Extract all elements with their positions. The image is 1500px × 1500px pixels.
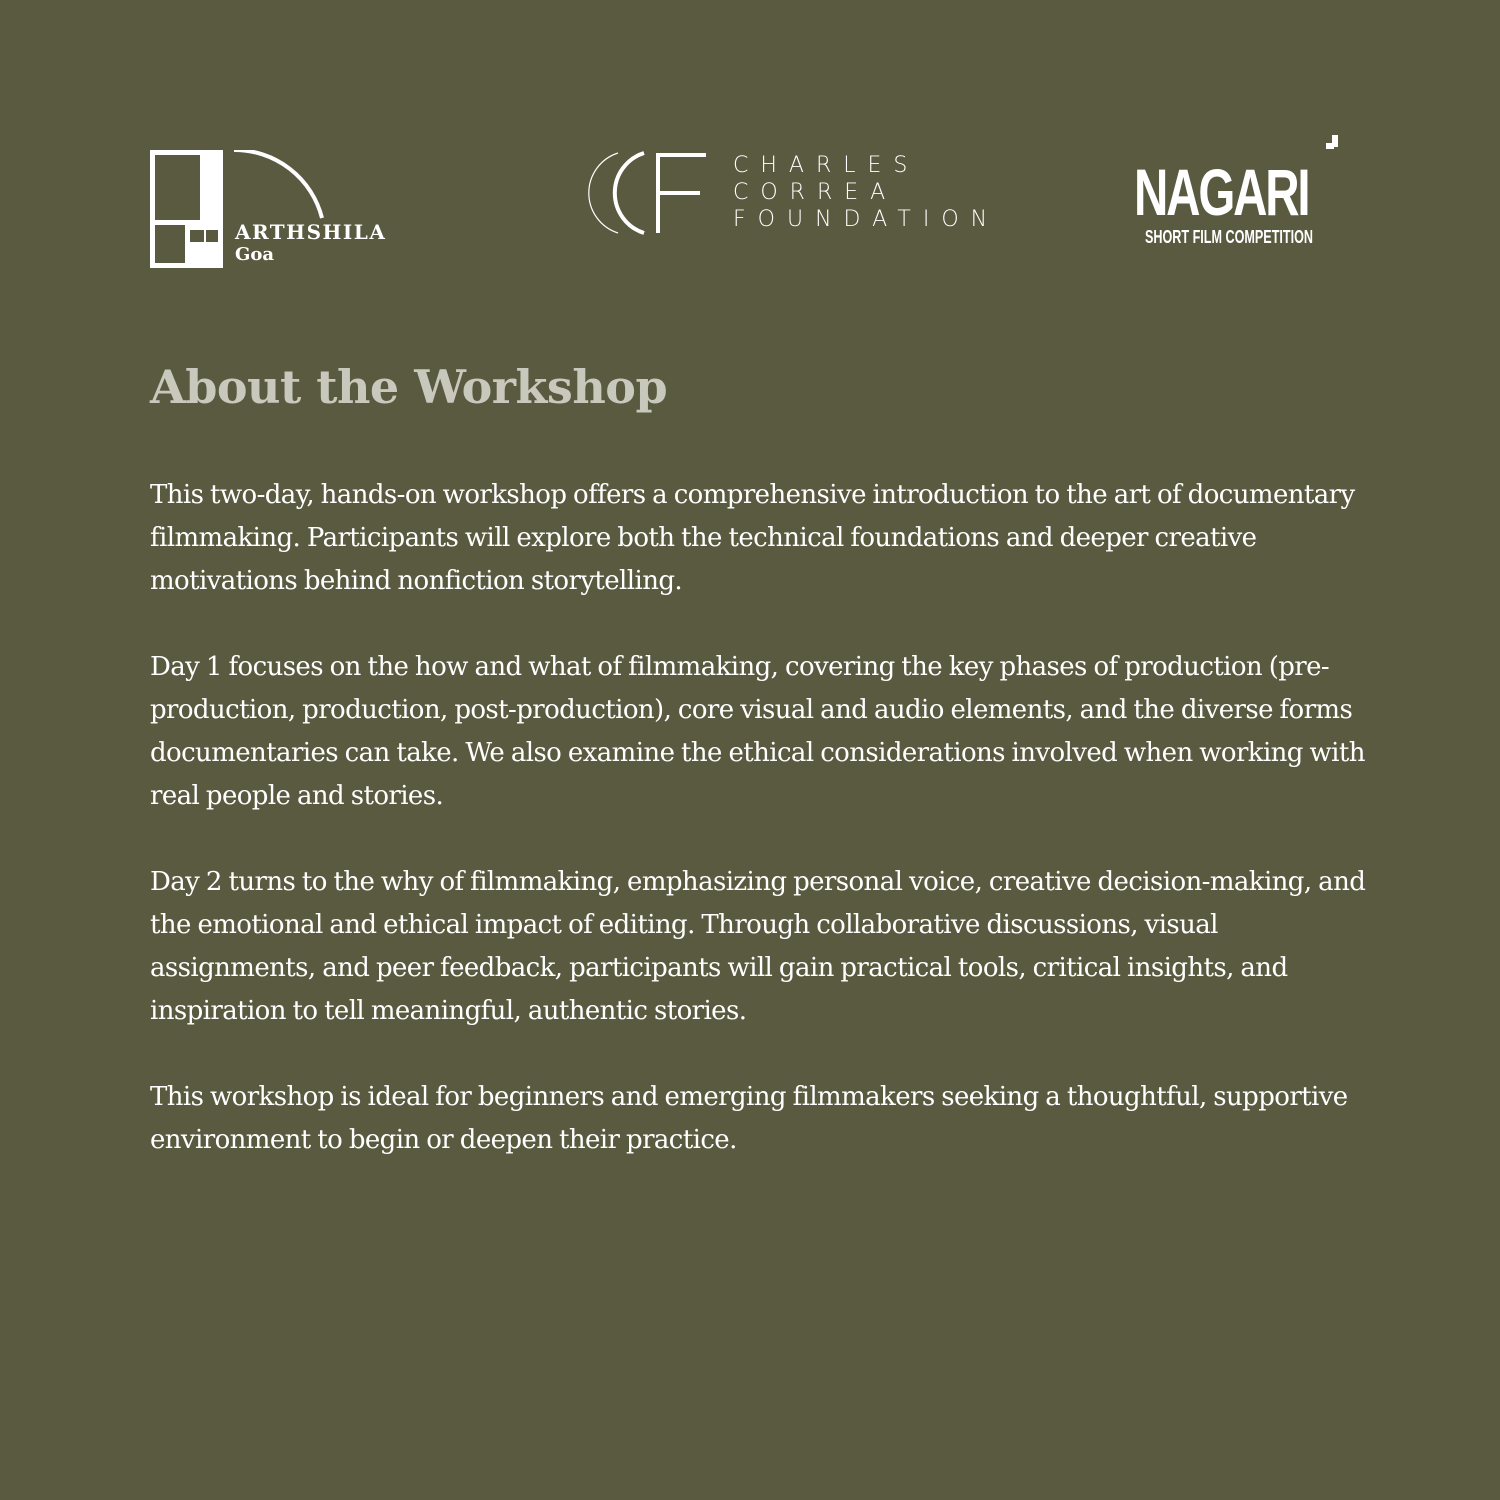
ccf-line-3: FOUNDATION — [733, 207, 1000, 232]
logo-bar — [0, 130, 1500, 280]
ccf-line-2: CORREA — [733, 180, 898, 205]
nagari-flag-icon — [1326, 135, 1340, 175]
arthshila-city: Goa — [235, 244, 275, 265]
ccf-logo — [578, 150, 1000, 240]
paragraph-intro: This two-day, hands-on workshop offers a comprehensive introduction to the art of documentary filmmaking. Participants will explore both the technical foundations and deeper creative motivations behind nonfiction storytelling. — [150, 480, 1355, 596]
paragraph-audience: This workshop is ideal for beginners and emerging filmmakers seeking a thoughtful, supportive environment to begin or deepen their practice. — [150, 1082, 1348, 1155]
arthshila-mark-icon — [150, 150, 400, 270]
workshop-section — [150, 355, 1380, 1205]
ccf-wordmark — [733, 152, 999, 233]
arthshila-logo — [150, 150, 400, 270]
nagari-subtitle: SHORT FILM COMPETITION — [1145, 227, 1313, 247]
nagari-wordmark: NAGARI — [1134, 155, 1309, 229]
ccf-monogram-icon — [578, 150, 728, 240]
page-title: About the Workshop — [150, 360, 668, 414]
ccf-line-1: CHARLES — [733, 153, 920, 178]
nagari-logo — [1134, 135, 1344, 250]
arthshila-name: ARTHSHILA — [235, 220, 387, 244]
paragraph-day-2: Day 2 turns to the why of filmmaking, emphasizing personal voice, creative decision-making, and the emotional and ethical impact of editing. Through collaborative discussions, visual assignments, and peer feedback, participants will gain practical tools, critical insights, and inspiration to tell meaningful, authentic stories. — [150, 867, 1366, 1026]
description — [150, 474, 1380, 1162]
paragraph-day-1: Day 1 focuses on the how and what of filmmaking, covering the key phases of production (pre-production, production, post-production), core visual and audio elements, and the diverse forms documentaries can take. We also examine the ethical considerations involved when working with real people and stories. — [150, 652, 1365, 811]
